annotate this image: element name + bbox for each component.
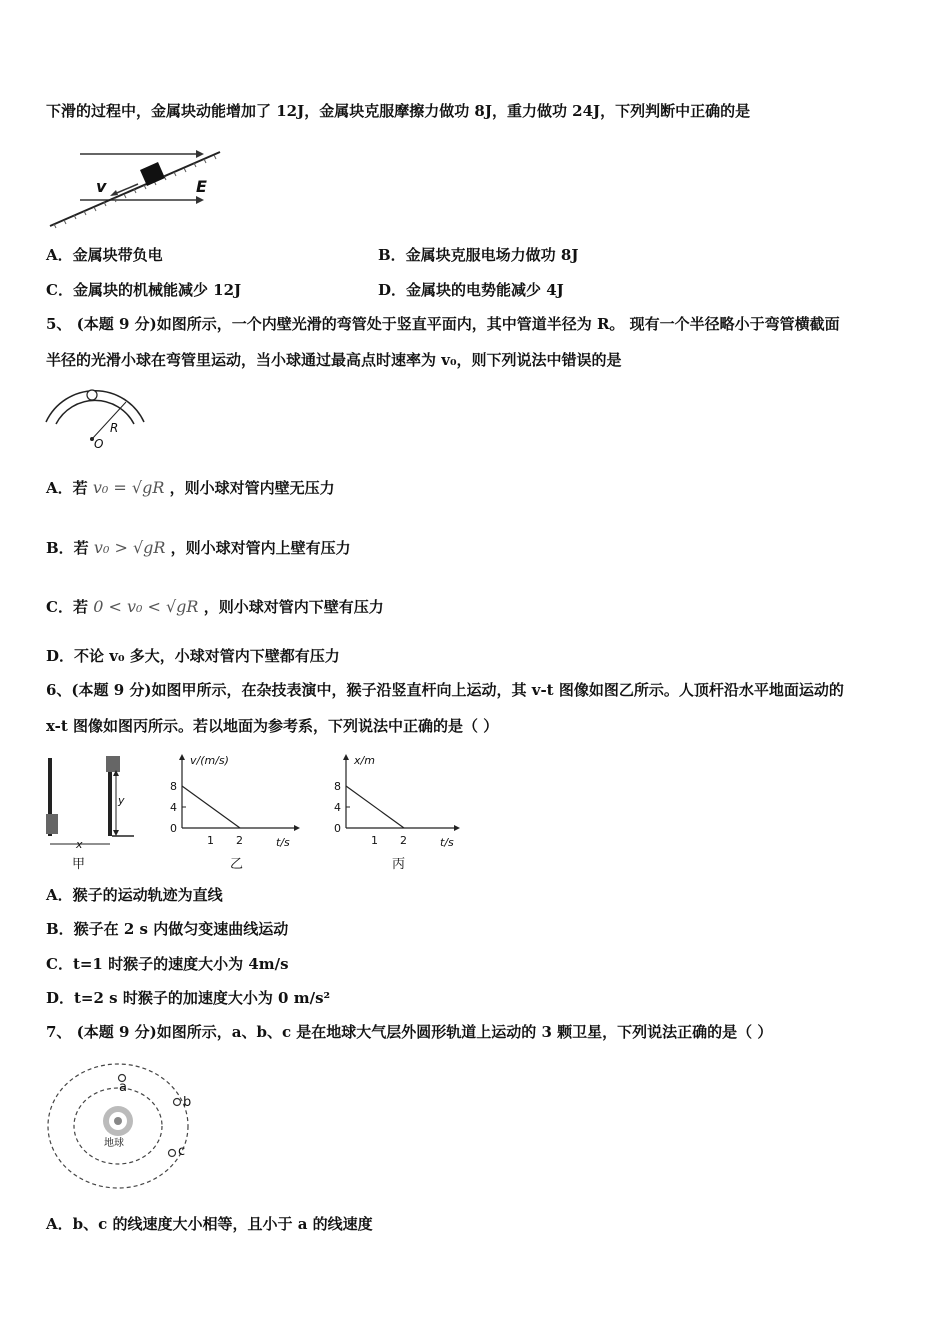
q5-option-b-prefix: B．若 — [46, 539, 89, 557]
q5-option-a-prefix: A．若 — [46, 479, 88, 497]
q6-fig-jia — [46, 756, 134, 872]
q4-option-b: B．金属块克服电场力做功 8J — [378, 246, 579, 264]
q7-sat-c-label: c — [178, 1144, 186, 1159]
q5-option-a-formula: v₀ = √gR — [92, 478, 165, 497]
q5-tube-figure — [44, 386, 148, 456]
q5-option-c — [46, 597, 384, 617]
q6-option-b: B．猴子在 2 s 内做匀变速曲线运动 — [46, 920, 289, 938]
q6-bing-ytick-4: 4 — [334, 801, 341, 814]
q7-sat-a-label: a — [119, 1080, 127, 1095]
q5-r-label: R — [110, 421, 119, 435]
q6-yi-caption: 乙 — [230, 857, 244, 872]
q7-earth-label: 地球 — [104, 1138, 124, 1149]
q7-sat-b-label: b — [183, 1095, 192, 1110]
q6-option-a: A．猴子的运动轨迹为直线 — [46, 886, 223, 904]
q6-bing-ytick-0: 0 — [334, 822, 341, 835]
q5-option-a — [46, 478, 335, 498]
q5-line1: 5、 (本题 9 分)如图所示，一个内壁光滑的弯管处于竖直平面内，其中管道半径为 R。 现有一个半径略小于弯管横截面 — [46, 315, 840, 333]
q5-line2: 半径的光滑小球在弯管里运动，当小球通过最高点时速率为 v₀，则下列说法中错误的是 — [46, 351, 622, 369]
q5-option-b-suffix: ，则小球对管内上壁有压力 — [170, 539, 351, 557]
q6-jia-x: x — [76, 838, 83, 851]
q6-line2: x-t 图像如图丙所示。若以地面为参考系，下列说法中正确的是（ ） — [46, 717, 499, 735]
q6-bing-xtick-1: 1 — [371, 834, 378, 847]
q5-o-label: O — [94, 437, 104, 451]
q6-yi-ytick-8: 8 — [170, 780, 177, 793]
q5-option-a-suffix: ，则小球对管内壁无压力 — [169, 479, 335, 497]
q6-yi-ytick-4: 4 — [170, 801, 177, 814]
q7-orbit-figure — [44, 1056, 204, 1196]
q6-yi-ytick-0: 0 — [170, 822, 177, 835]
q6-yi-xtick-2: 2 — [236, 834, 243, 847]
q4-e-label: E — [196, 177, 207, 196]
q6-fig-yi — [170, 754, 300, 872]
q7-line1: 7、 (本题 9 分)如图所示，a、b、c 是在地球大气层外圆形轨道上运动的 3 颗卫星，下列说法正确的是（ ） — [46, 1023, 773, 1041]
q6-jia-caption: 甲 — [72, 857, 86, 872]
q5-option-c-formula: 0 < v₀ < √gR — [93, 597, 199, 616]
q4-option-d: D．金属块的电势能减少 4J — [378, 281, 564, 299]
q5-option-b — [46, 538, 351, 558]
q6-bing-xtick-2: 2 — [400, 834, 407, 847]
q4-intro: 下滑的过程中，金属块动能增加了 12J，金属块克服摩擦力做功 8J，重力做功 24J，下列判断中正确的是 — [46, 102, 751, 120]
q4-incline-figure — [46, 148, 226, 234]
q5-option-c-suffix: ，则小球对管内下壁有压力 — [203, 598, 384, 616]
q6-bing-ytick-8: 8 — [334, 780, 341, 793]
q6-yi-xlabel: t/s — [276, 836, 290, 849]
q5-option-b-formula: v₀ > √gR — [93, 538, 166, 557]
q5-option-d: D．不论 v₀ 多大，小球对管内下壁都有压力 — [46, 647, 340, 665]
q4-option-c: C．金属块的机械能减少 12J — [46, 281, 242, 299]
q6-yi-ylabel: v/(m/s) — [190, 754, 229, 767]
q6-jia-y: y — [118, 794, 125, 807]
q6-bing-ylabel: x/m — [354, 754, 375, 767]
q6-option-d: D．t=2 s 时猴子的加速度大小为 0 m/s² — [46, 989, 331, 1007]
q6-yi-xtick-1: 1 — [207, 834, 214, 847]
q7-option-a: A．b、c 的线速度大小相等，且小于 a 的线速度 — [46, 1215, 373, 1233]
q6-bing-xlabel: t/s — [440, 836, 454, 849]
q5-option-c-prefix: C．若 — [46, 598, 88, 616]
q4-option-a: A．金属块带负电 — [46, 246, 163, 264]
q6-fig-bing — [334, 754, 460, 872]
q6-line1: 6、(本题 9 分)如图甲所示，在杂技表演中，猴子沿竖直杆向上运动，其 v-t 图像如图乙所示。人顶杆沿水平地面运动的 — [46, 681, 844, 699]
q4-v-label: v — [96, 177, 107, 196]
q6-option-c: C．t=1 时猴子的速度大小为 4m/s — [46, 955, 289, 973]
q6-bing-caption: 丙 — [392, 857, 406, 872]
q6-figures — [44, 752, 474, 878]
